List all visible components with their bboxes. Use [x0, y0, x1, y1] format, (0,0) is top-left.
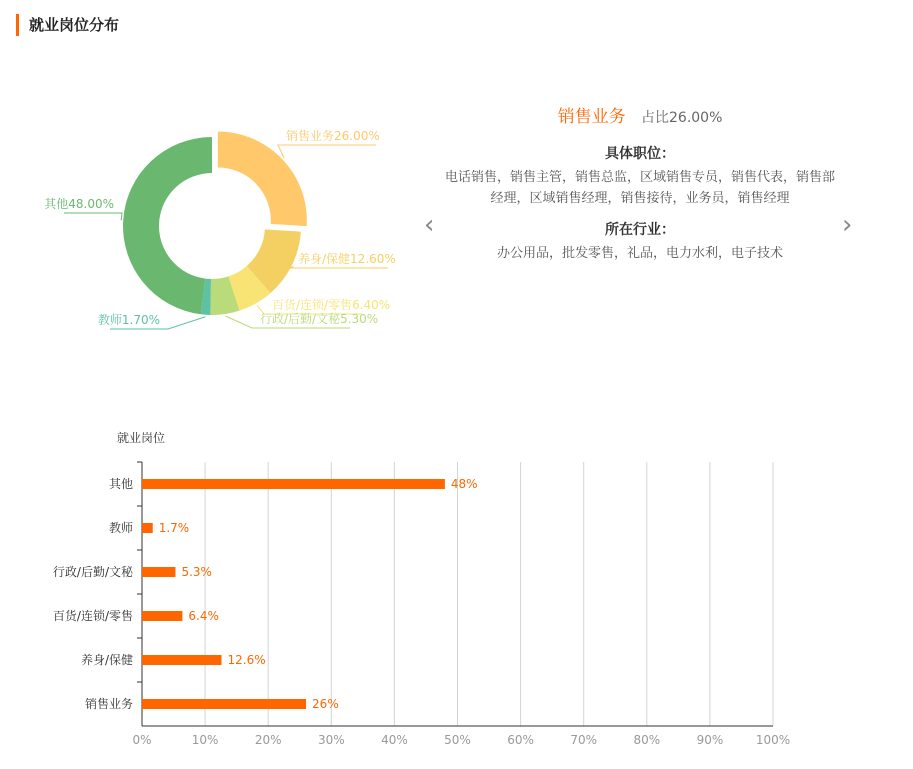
- bar-value-label: 6.4%: [188, 609, 219, 623]
- bar-value-label: 26%: [312, 697, 339, 711]
- donut-label: 其他48.00%: [44, 197, 114, 211]
- x-tick-label: 10%: [191, 733, 219, 747]
- y-tick-label: 养身/保健: [80, 653, 133, 667]
- bar[interactable]: [142, 567, 175, 577]
- donut-label: 百货/连锁/零售6.40%: [272, 298, 391, 312]
- detail-share: 占比26.00%: [641, 110, 723, 126]
- chevron-right-icon[interactable]: ›: [842, 210, 853, 240]
- bar[interactable]: [142, 479, 445, 489]
- detail-head: [440, 102, 840, 133]
- x-tick-label: 40%: [381, 733, 408, 747]
- detail-category: 销售业务: [557, 107, 626, 127]
- donut-label: 行政/后勤/文秘5.30%: [260, 312, 379, 326]
- x-tick-label: 0%: [132, 733, 152, 747]
- y-axis-title: 就业岗位: [117, 431, 166, 445]
- positions-heading: 具体职位：: [605, 146, 675, 162]
- x-tick-label: 50%: [444, 733, 471, 747]
- bar[interactable]: [142, 611, 182, 621]
- bar[interactable]: [142, 655, 222, 665]
- y-tick-label: 教师: [108, 521, 133, 535]
- y-tick-label: 百货/连锁/零售: [52, 609, 133, 623]
- donut-leader-line: [278, 145, 376, 158]
- donut-label: 养身/保健12.60%: [298, 252, 396, 266]
- section-title: 就业岗位分布: [16, 14, 119, 36]
- bar[interactable]: [142, 523, 153, 533]
- y-tick-label: 销售业务: [84, 697, 133, 711]
- bar-value-label: 1.7%: [158, 521, 190, 535]
- y-tick-label: 行政/后勤/文秘: [52, 565, 133, 579]
- bar-value-label: 5.3%: [181, 565, 212, 579]
- bar-chart: [0, 420, 913, 769]
- donut-label: 教师1.70%: [97, 313, 160, 327]
- bar-value-label: 12.6%: [227, 653, 266, 667]
- x-tick-label: 20%: [254, 733, 282, 747]
- industries-text: 办公用品，批发零售，礼品，电力水利，电子技术: [496, 246, 783, 261]
- x-tick-label: 100%: [755, 733, 791, 747]
- donut-chart: [0, 100, 440, 350]
- donut-label: 销售业务26.00%: [286, 129, 380, 143]
- y-tick-label: 其他: [108, 477, 133, 491]
- x-tick-label: 60%: [507, 733, 534, 747]
- x-tick-label: 70%: [570, 733, 598, 747]
- chevron-left-icon[interactable]: ‹: [424, 210, 435, 240]
- industries-heading: 所在行业：: [605, 222, 675, 238]
- detail-panel: [440, 102, 840, 274]
- donut-slice[interactable]: [218, 132, 307, 227]
- x-tick-label: 90%: [696, 733, 724, 747]
- bar[interactable]: [142, 699, 306, 709]
- x-tick-label: 30%: [317, 733, 345, 747]
- positions-text: 电话销售，销售主管，销售总监，区域销售专员，销售代表，销售部经理，区域销售经理，销售接待，业务员，销售经理: [444, 170, 835, 206]
- donut-slice[interactable]: [123, 137, 212, 314]
- bar-value-label: 48%: [450, 477, 478, 491]
- donut-leader-line: [64, 213, 122, 220]
- donut-leader-line: [290, 266, 388, 268]
- x-tick-label: 80%: [633, 733, 661, 747]
